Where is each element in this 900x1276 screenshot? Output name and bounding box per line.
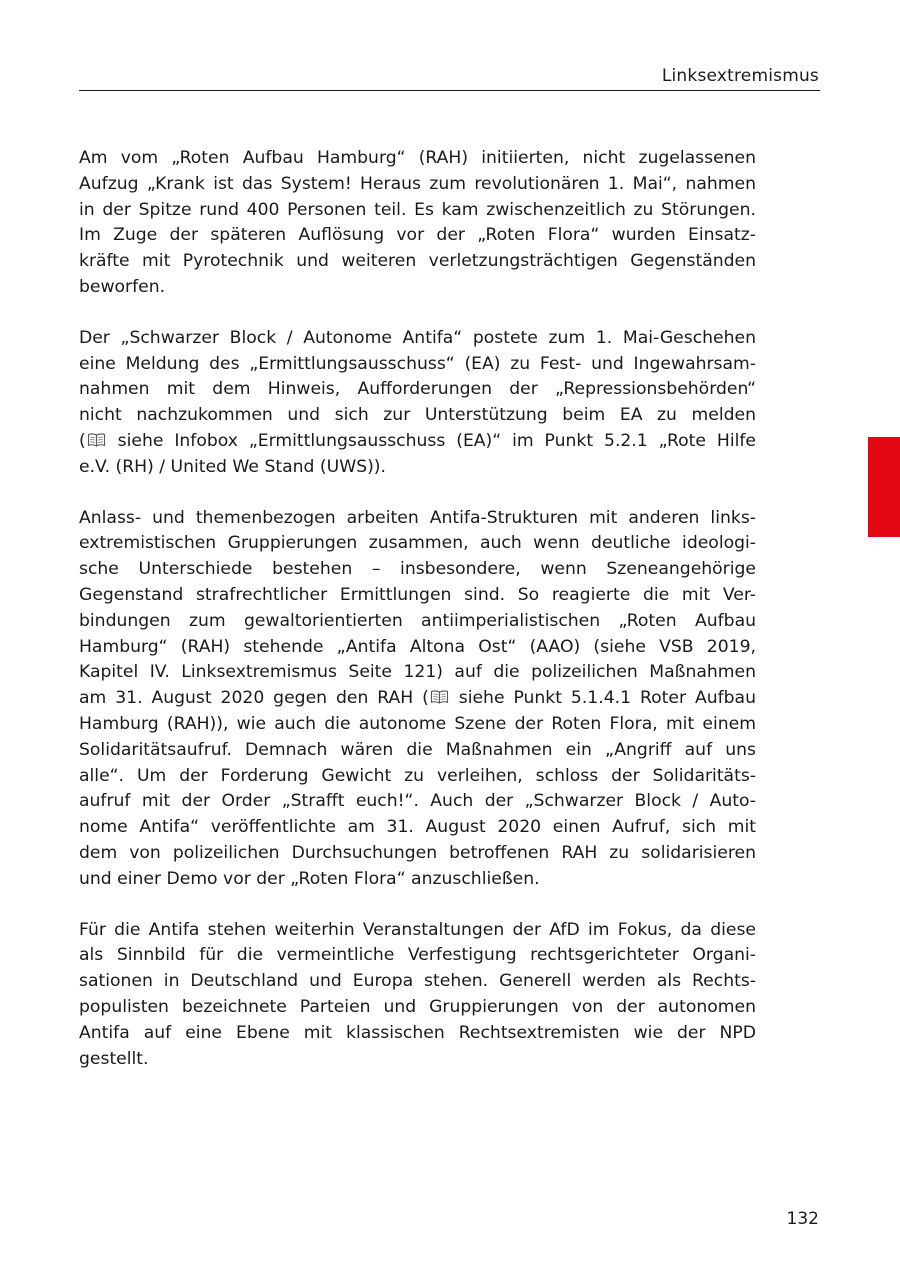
text-line: eine Meldung des „Ermittlungsausschuss“ (EA) zu Fest- und Ingewahrsam-: [79, 353, 756, 374]
text-line: nome Antifa“ veröffentlichte am 31. August 2020 einen Aufruf, sich mit: [79, 817, 756, 838]
text-line: Aufzug „Krank ist das System! Heraus zum revolutionären 1. Mai“, nahmen: [79, 173, 756, 194]
book-icon: [430, 687, 449, 701]
chapter-marker-tab: [868, 437, 900, 537]
text-line: sche Unterschiede bestehen – insbesondere, wenn Szeneangehörige: [79, 559, 756, 580]
text-line: Hamburg“ (RAH) stehende „Antifa Altona Ost“ (AAO) (siehe VSB 2019,: [79, 636, 756, 657]
header-divider: [79, 90, 820, 91]
text-line: [79, 429, 756, 455]
text-line: Solidaritätsaufruf. Demnach wären die Maßnahmen ein „Angriff auf uns: [79, 739, 756, 760]
text-line: alle“. Um der Forderung Gewicht zu verleihen, schloss der Solidaritäts-: [79, 765, 756, 786]
paragraph: [79, 506, 756, 893]
text-line: Gegenstand strafrechtlicher Ermittlungen sind. So reagierte die mit Ver-: [79, 584, 756, 605]
text-line: nicht nachzukommen und sich zur Unterstützung beim EA zu melden: [79, 405, 756, 426]
paragraph: [79, 918, 756, 1073]
text-line: Am vom „Roten Aufbau Hamburg“ (RAH) initiierten, nicht zugelassenen: [79, 148, 756, 168]
book-icon: [87, 430, 106, 444]
text-line: Antifa auf eine Ebene mit klassischen Rechtsextremisten wie der NPD: [79, 1022, 756, 1043]
text-line: Im Zuge der späteren Auflösung vor der „Roten Flora“ wurden Einsatz-: [79, 225, 756, 246]
text-line: aufruf mit der Order „Strafft euch!“. Auch der „Schwarzer Block / Auto-: [79, 791, 756, 812]
text-line: Kapitel IV. Linksextremismus Seite 121) auf die polizeilichen Maßnahmen: [79, 662, 756, 683]
text-segment: siehe Punkt 5.1.4.1 Roter Aufbau: [449, 688, 756, 709]
text-line: in der Spitze rund 400 Personen teil. Es kam zwischenzeitlich zu Störungen.: [79, 199, 756, 220]
text-line: und einer Demo vor der „Roten Flora“ anzuschließen.: [79, 868, 540, 889]
text-line: beworfen.: [79, 276, 166, 297]
text-line: kräfte mit Pyrotechnik und weiteren verletzungsträchtigen Gegenständen: [79, 251, 756, 272]
text-line: Anlass- und themenbezogen arbeiten Antifa-Strukturen mit anderen links-: [79, 507, 756, 528]
text-line: gestellt.: [79, 1048, 149, 1069]
text-segment: siehe Infobox „Ermittlungsausschuss (EA)“ im Punkt 5.2.1 „Rote Hilfe: [106, 430, 756, 451]
paragraph: [79, 326, 756, 481]
text-segment: (: [79, 430, 86, 451]
text-line: e.V. (RH) / United We Stand (UWS)).: [79, 456, 386, 477]
paragraph: [79, 146, 756, 301]
text-line: als Sinnbild für die vermeintliche Verfestigung rechtsgerichteter Organi-: [79, 945, 756, 966]
text-line: bindungen zum gewaltorientierten antiimperialistischen „Roten Aufbau: [79, 610, 756, 631]
text-line: Der „Schwarzer Block / Autonome Antifa“ postete zum 1. Mai-Geschehen: [79, 327, 756, 348]
text-line: Für die Antifa stehen weiterhin Veranstaltungen der AfD im Fokus, da diese: [79, 919, 756, 940]
text-line: nahmen mit dem Hinweis, Aufforderungen der „Repressionsbehörden“: [79, 379, 756, 400]
text-line: populisten bezeichnete Parteien und Gruppierungen von der autonomen: [79, 996, 756, 1017]
page-number: 132: [786, 1209, 819, 1229]
text-segment: am 31. August 2020 gegen den RAH (: [79, 688, 429, 709]
body-text: [79, 146, 756, 1097]
chapter-title: Linksextremismus: [661, 66, 819, 86]
text-line: Hamburg (RAH)), wie auch die autonome Szene der Roten Flora, mit einem: [79, 713, 756, 734]
text-line: dem von polizeilichen Durchsuchungen betroffenen RAH zu solidarisieren: [79, 842, 756, 863]
text-line: [79, 686, 756, 712]
text-line: extremistischen Gruppierungen zusammen, auch wenn deutliche ideologi-: [79, 533, 756, 554]
text-line: sationen in Deutschland und Europa stehen. Generell werden als Rechts-: [79, 971, 756, 992]
